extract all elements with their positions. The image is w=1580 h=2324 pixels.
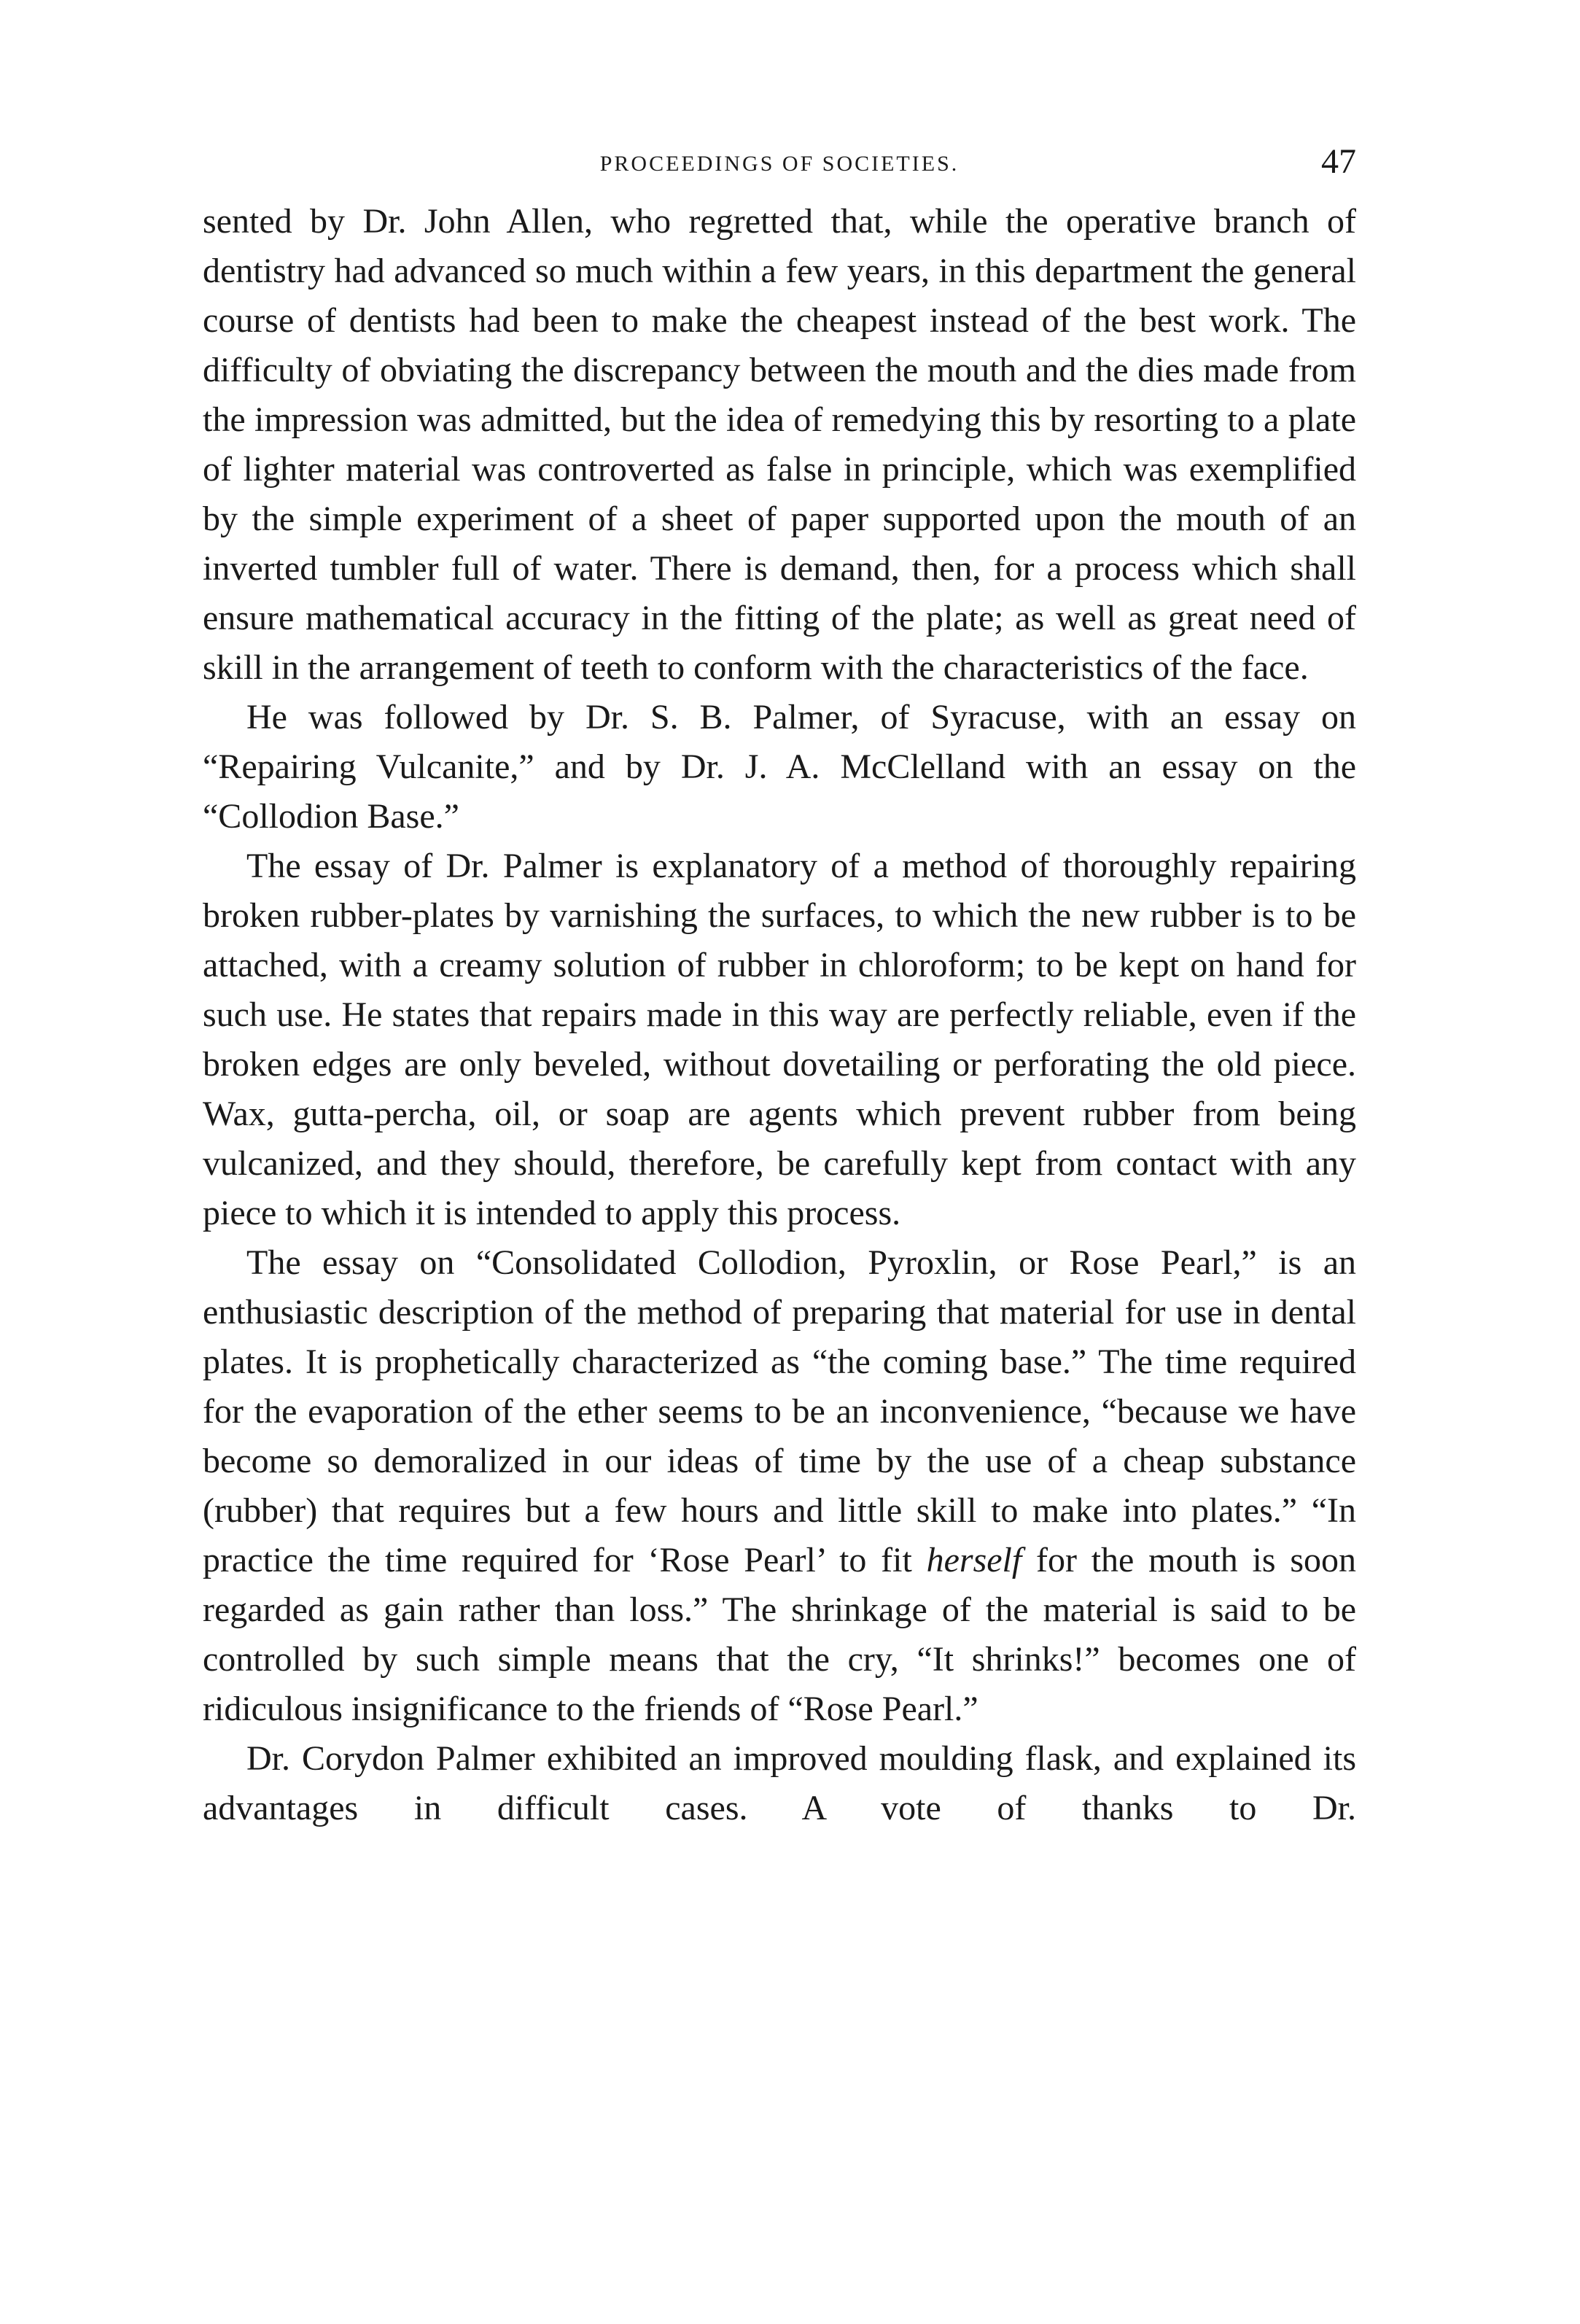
paragraph-text: The essay on “Consolidated Collodion, Pyroxlin, or Rose Pearl,” is an enthusiastic description of the method of preparing that material for use in dental plates. It is prophetically characterized as “the coming base.” The time required for the evaporation of the ether seems to be an inconvenience, “because we have become so demoralized in our ideas of time by the use of a cheap substance (rubber) that requires but a few hours and little skill to make into plates.” “In practice the time required for ‘Rose Pearl’ to fit [203,1243,1356,1579]
running-title: PROCEEDINGS OF SOCIETIES. [599,152,960,176]
paragraph [203,1238,1356,1734]
paragraph-continued: sented by Dr. John Allen, who regretted that, while the operative branch of dentistry had advanced so much within a few years, in this department the general course of dentists had been to make the cheapest instead of the best work. The difficulty of obviating the discrepancy between the mouth and the dies made from the impression was admitted, but the idea of remedying this by resorting to a plate of lighter material was controverted as false in principle, which was exemplified by the simple experiment of a sheet of paper supported upon the mouth of an inverted tumbler full of water. There is demand, then, for a process which shall ensure mathematical accuracy in the fitting of the plate; as well as great need of skill in the arrangement of teeth to conform with the characteristics of the face. [203,202,1356,687]
running-header [203,139,1356,190]
emphasized-word: herself [926,1541,1022,1579]
paragraph-final: Dr. Corydon Palmer exhibited an improved moulding flask, and explained its advantages in difficult cases. A vote of thanks to Dr. [203,1739,1356,1827]
body-text [203,197,1356,1833]
book-page [203,139,1356,1833]
paragraph-text: for the mouth is soon regarded as gain rather than loss.” The shrinkage of the material is said to be controlled by such simple means that the cry, “It shrinks!” becomes one of ridiculous insignificance to the friends of “Rose Pearl.” [203,1541,1356,1728]
paragraph: He was followed by Dr. S. B. Palmer, of Syracuse, with an essay on “Repairing Vulcanite,” and by Dr. J. A. McClelland with an essay on the “Collodion Base.” [203,698,1356,836]
paragraph: The essay of Dr. Palmer is explanatory of a method of thoroughly repairing broken rubber-plates by varnishing the surfaces, to which the new rubber is to be attached, with a creamy solution of rubber in chloroform; to be kept on hand for such use. He states that repairs made in this way are perfectly reliable, even if the broken edges are only beveled, without dovetailing or perforating the old piece. Wax, gutta-percha, oil, or soap are agents which prevent rubber from being vulcanized, and they should, therefore, be carefully kept from contact with any piece to which it is intended to apply this process. [203,847,1356,1232]
page-number: 47 [1321,142,1356,181]
